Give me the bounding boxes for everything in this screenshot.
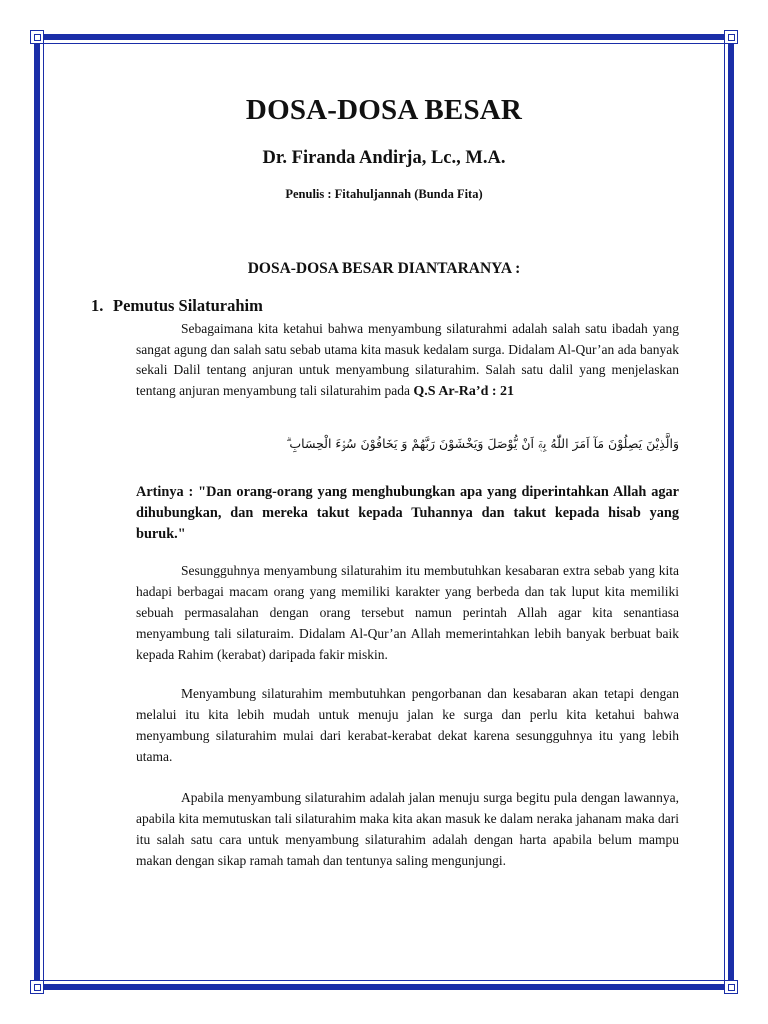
corner-ornament-bottom-left bbox=[30, 980, 44, 994]
corner-ornament-top-left bbox=[30, 30, 44, 44]
paragraph-3: Menyambung silaturahim membutuhkan pengorbanan dan kesabaran akan tetapi dengan melalui itu kita lebih mudah untuk menuju jalan ke surga dan perlu kita ketahui bahwa menyambung silaturahim mulai dari kerabat-kerabat dekat karena sesungguhnya itu yang lebih utama. bbox=[136, 686, 679, 764]
list-item-heading-text: Pemutus Silaturahim bbox=[113, 296, 263, 315]
writer-credit: Penulis : Fitahuljannah (Bunda Fita) bbox=[285, 187, 483, 201]
section-title: DOSA-DOSA BESAR DIANTARANYA : bbox=[247, 260, 521, 277]
paragraph-intro-text: Sebagaimana kita ketahui bahwa menyambung silaturahmi adalah salah satu ibadah yang sangat agung dan salah satu sebab utama kita masuk kedalam surga. Didalam Al-Qur’an ada banyak sekali Dalil tentang anjuran untuk menyambung silaturahim. Salah satu dalil yang menjelaskan tentang anjuran menyambung tali silaturahim pada bbox=[136, 321, 679, 398]
document-title: DOSA-DOSA BESAR bbox=[245, 94, 523, 126]
paragraph-intro bbox=[136, 319, 679, 402]
corner-ornament-bottom-right bbox=[724, 980, 738, 994]
arabic-verse: وَالَّذِيْنَ يَصِلُوْنَ مَآ اَمَرَ اللّٰهُ بِهٖٓ اَنْ يُّوْصَلَ وَيَخْشَوْنَ رَبَّهُمْ وَ يَخَافُوْنَ سُوْۤءَ الْحِسَابِ ۗ bbox=[286, 436, 679, 451]
list-item-number: 1. bbox=[91, 296, 104, 315]
corner-ornament-top-right bbox=[724, 30, 738, 44]
author-name: Dr. Firanda Andirja, Lc., M.A. bbox=[262, 148, 506, 168]
paragraph-2: Sesungguhnya menyambung silaturahim itu membutuhkan kesabaran extra sebab yang kita hadapi berbagai macam orang yang memiliki karakter yang berbeda dan tak luput kita memiliki sebuah permasalahan dengan orang tersebut namun perintah Allah agar kita senantiasa menyambung tali silaturaim. Didalam Al-Qur’an Allah memerintahkan lebih banyak berbuat baik kepada Rahim (kerabat) daripada fakir miskin. bbox=[136, 563, 679, 662]
quran-reference: Q.S Ar-Ra’d : 21 bbox=[413, 383, 515, 399]
verse-translation: Artinya : "Dan orang-orang yang menghubungkan apa yang diperintahkan Allah agar dihubungkan, dan mereka takut kepada Tuhannya dan takut kepada hisab yang buruk." bbox=[136, 484, 679, 542]
paragraph-4: Apabila menyambung silaturahim adalah jalan menuju surga begitu pula dengan lawannya, apabila kita memutuskan tali silaturahim maka kita akan masuk ke dalam neraka jahanam maka dari itu salah satu cara untuk menyambung silaturahim adalah dengan harta apabila belum mampu makan dengan sikap ramah tamah dan tentunya saling mengunjungi. bbox=[136, 790, 679, 868]
list-item-heading bbox=[91, 296, 263, 316]
